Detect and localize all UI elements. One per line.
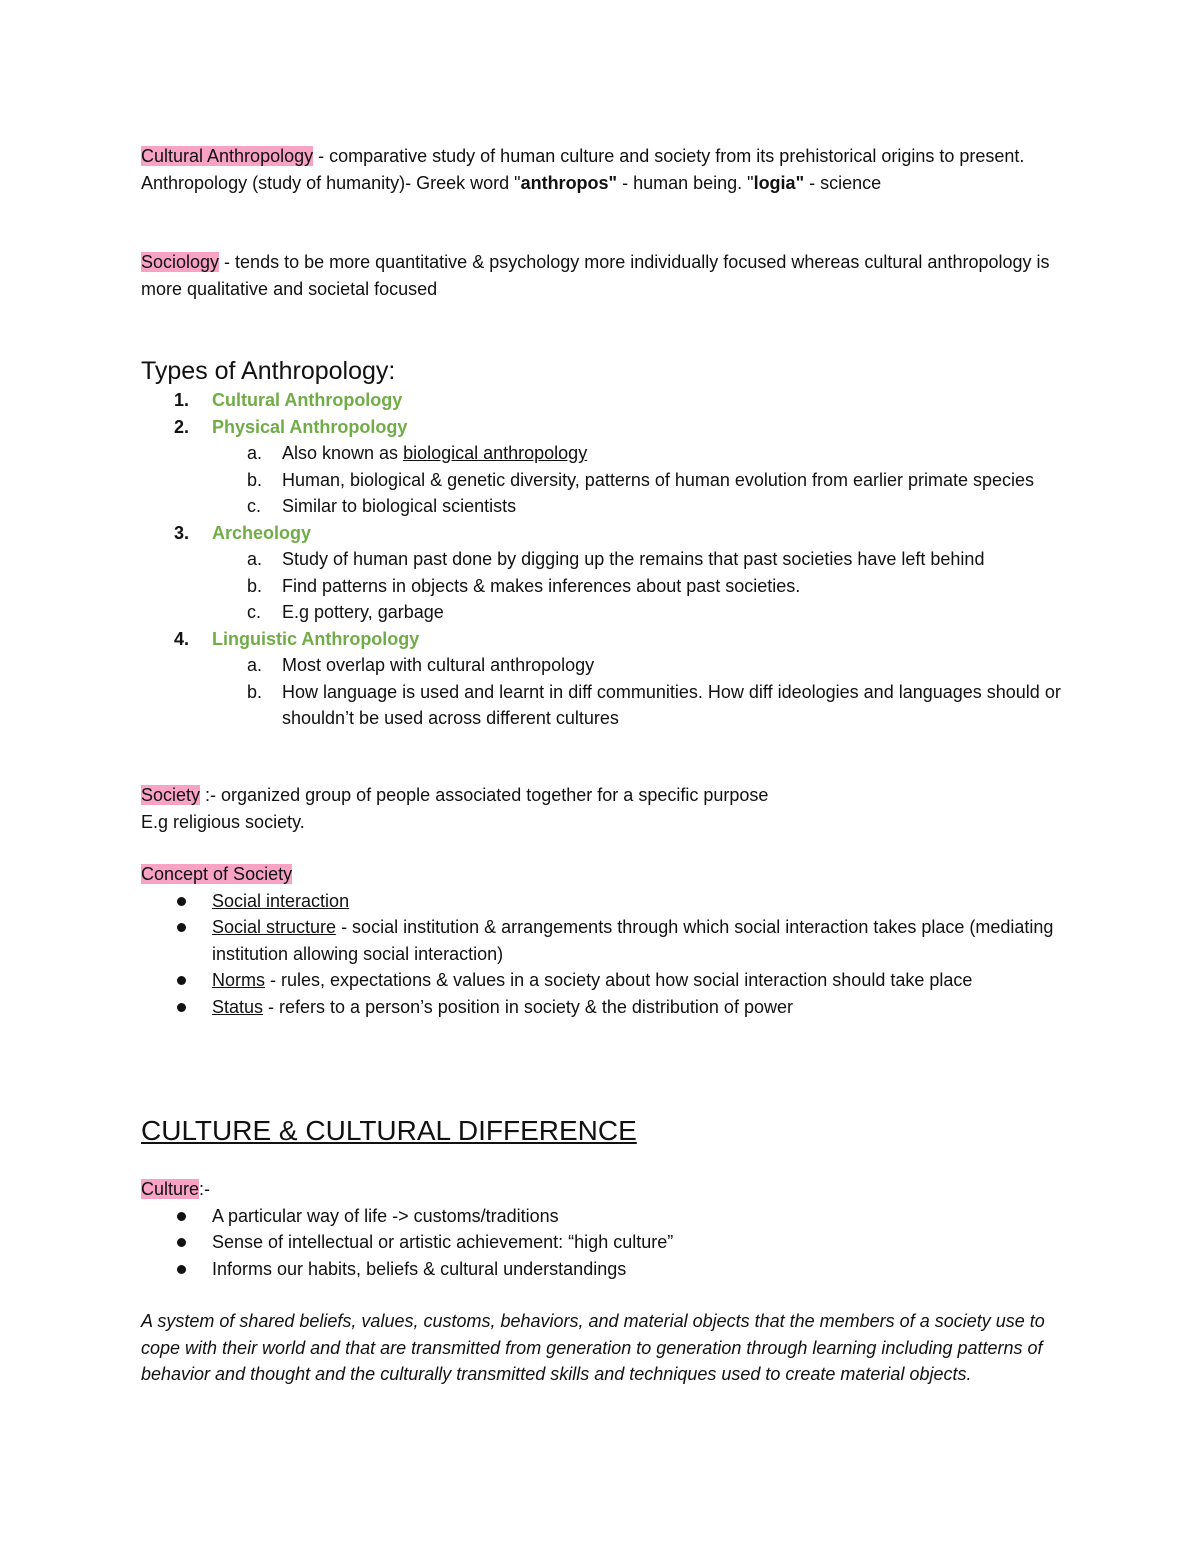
definition-sociology: - tends to be more quantitative & psychology more individually focused whereas cultural anthropology is more qualitative and societal focused (141, 252, 1050, 299)
item-number: 3. (174, 522, 190, 543)
types-list (141, 387, 1061, 732)
list-item (141, 626, 1061, 653)
sub-item (141, 440, 1061, 467)
bullet-icon (177, 897, 186, 906)
culture-section (141, 1176, 1061, 1282)
bullet-term: Social interaction (212, 890, 350, 911)
bullet-item (141, 1203, 1061, 1230)
bullet-item (141, 967, 1061, 994)
sub-text: Find patterns in objects & makes inferences about past societies. (282, 575, 801, 596)
bullet-icon (177, 1212, 186, 1221)
sub-text: Also known as (282, 443, 404, 463)
types-heading: Types of Anthropology: (141, 357, 396, 385)
item-label: Linguistic Anthropology (212, 628, 420, 649)
bullet-icon (177, 923, 186, 932)
bullet-item (141, 1229, 1061, 1256)
list-item (141, 414, 1061, 441)
bullet-item (141, 914, 1061, 967)
sub-letter: c. (247, 602, 262, 622)
term-culture: Culture (141, 1179, 200, 1199)
sub-item (141, 546, 1061, 573)
society-example: E.g religious society. (141, 811, 305, 832)
sub-letter: a. (247, 443, 263, 463)
sociology-paragraph (141, 249, 1061, 302)
bullet-text: - rules, expectations & values in a society about how social interaction should take place (265, 970, 973, 990)
bullet-icon (177, 1003, 186, 1012)
sub-text: Study of human past done by digging up the remains that past societies have left behind (282, 549, 985, 569)
definition-society: :- organized group of people associated together for a specific purpose (200, 785, 769, 805)
item-number: 2. (174, 416, 190, 437)
sub-item (141, 652, 1061, 679)
term-cultural-anthropology: Cultural Anthropology (141, 146, 314, 166)
etymology-text-3: - science (804, 172, 882, 193)
bullet-text: Informs our habits, beliefs & cultural understandings (212, 1258, 627, 1279)
item-label: Cultural Anthropology (212, 390, 403, 410)
sub-item (141, 467, 1061, 494)
sub-letter: b. (247, 469, 263, 490)
etymology-text-2: - human being. " (617, 172, 754, 193)
sub-text: Similar to biological scientists (282, 496, 517, 516)
list-item (141, 387, 1061, 414)
sub-text: E.g pottery, garbage (282, 602, 444, 622)
item-label: Physical Anthropology (212, 416, 408, 437)
item-number: 1. (174, 390, 190, 410)
sub-letter: b. (247, 575, 263, 596)
sub-item (141, 493, 1061, 520)
bullet-term: Social structure (212, 917, 337, 937)
bullet-item (141, 1256, 1061, 1283)
term-sociology: Sociology (141, 252, 220, 272)
item-number: 4. (174, 628, 190, 649)
bullet-text: A particular way of life -> customs/traditions (212, 1205, 559, 1226)
bullet-icon (177, 1265, 186, 1274)
list-item (141, 520, 1061, 547)
bullet-term: Status (212, 996, 264, 1017)
bullet-text: - social institution & arrangements through which social interaction takes place (mediating institution allowing social interaction) (212, 917, 1054, 964)
bullet-text: - refers to a person’s position in society & the distribution of power (263, 996, 793, 1017)
bullet-item (141, 994, 1061, 1021)
concept-section (141, 861, 1061, 1020)
etymology-logia: logia" (753, 172, 805, 193)
bullet-text: Sense of intellectual or artistic achievement: “high culture” (212, 1232, 674, 1252)
sub-text: Most overlap with cultural anthropology (282, 655, 595, 675)
sub-item (141, 573, 1061, 600)
etymology-text: Anthropology (study of humanity)- Greek word " (141, 172, 521, 193)
sub-letter: a. (247, 549, 263, 569)
term-concept-of-society: Concept of Society (141, 864, 293, 884)
bullet-item (141, 888, 1061, 915)
sub-text: How language is used and learnt in diff communities. How diff ideologies and languages should or shouldn’t be used across different cultures (282, 681, 1061, 728)
definition-cultural-anthropology: - comparative study of human culture and society from its prehistorical origins to present. (313, 146, 1025, 166)
society-paragraph (141, 782, 1061, 835)
sub-letter: c. (247, 496, 262, 516)
bullet-icon (177, 976, 186, 985)
term-society: Society (141, 785, 201, 805)
bullet-term: Norms (212, 970, 265, 990)
culture-definition: A system of shared beliefs, values, customs, behaviors, and material objects that the members of a society use to cope with their world and that are transmitted from generation to generation through learning including patterns of behavior and thought and the culturally transmitted skills and techniques used to create material objects. (141, 1311, 1045, 1384)
intro-paragraph (141, 143, 1061, 196)
sub-text: Human, biological & genetic diversity, patterns of human evolution from earlier primate species (282, 469, 1035, 490)
sub-item (141, 679, 1061, 732)
sub-letter: a. (247, 655, 263, 675)
sub-text-underlined: biological anthropology (403, 443, 588, 463)
item-label: Archeology (212, 522, 312, 543)
section-heading-culture: CULTURE & CULTURAL DIFFERENCE (141, 1115, 637, 1146)
sub-item (141, 599, 1061, 626)
bullet-icon (177, 1238, 186, 1247)
term-suffix: :- (199, 1179, 211, 1199)
etymology-anthropos: anthropos" (520, 172, 618, 193)
sub-letter: b. (247, 681, 263, 702)
